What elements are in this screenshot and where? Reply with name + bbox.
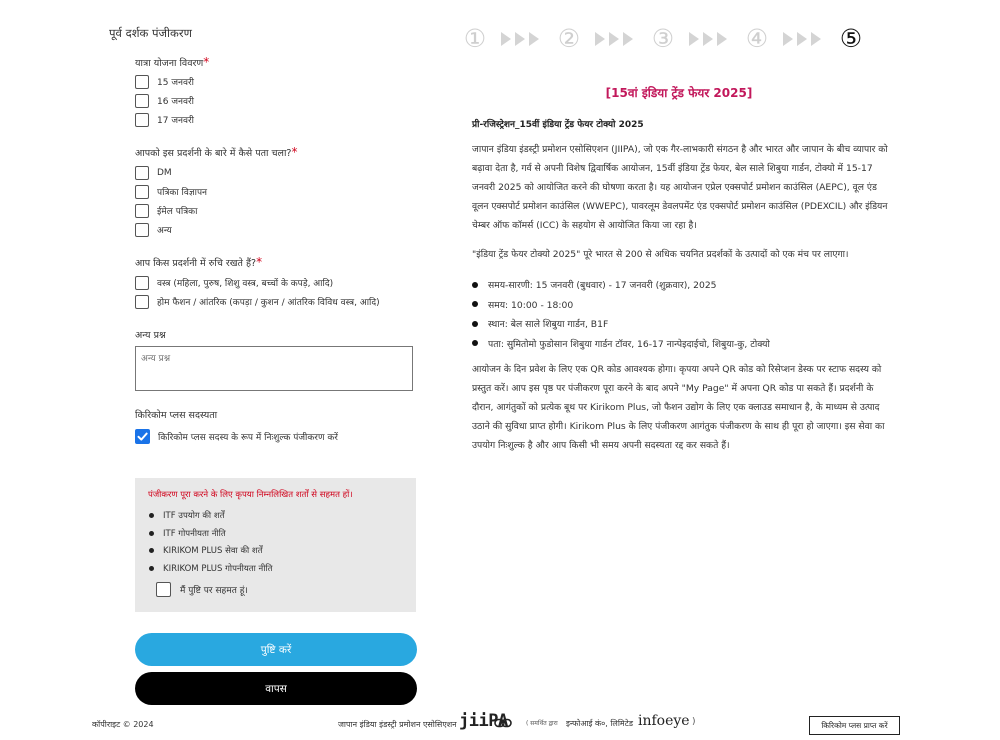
detail-text: समय: 10:00 - 18:00 <box>488 299 574 311</box>
detail-text: स्थान: बेल साले शिबुया गार्डन, B1F <box>488 319 609 331</box>
source-option-other[interactable] <box>135 220 207 239</box>
step-1: ① <box>463 24 487 53</box>
bullet-dot-icon <box>149 566 154 571</box>
interest-option-apparel[interactable] <box>135 273 380 292</box>
terms-item[interactable] <box>149 525 272 543</box>
event-exhibitors: "इंडिया ट्रेंड फेयर टोक्यो 2025" पूरे भारत से 200 से अधिक चयनित प्रदर्शकों के उत्पादों को एक मंच पर लाएगा। <box>472 249 849 260</box>
checkbox[interactable] <box>135 276 149 290</box>
pre-registration-heading: प्री-रजिस्ट्रेशन_15वीं इंडिया ट्रेंड फेयर टोक्यो 2025 <box>472 120 644 130</box>
footer-supported-by: ( समर्थित द्वारा <box>526 720 558 727</box>
step-indicator <box>460 24 866 54</box>
option-label: DM <box>157 167 172 178</box>
visit-option-jan17[interactable] <box>135 110 194 129</box>
bullet-dot-icon <box>149 548 154 553</box>
kirikom-plus-button[interactable]: किरिकोम प्लस प्राप्त करें <box>809 716 900 735</box>
terms-item[interactable] <box>149 560 272 578</box>
agree-checkbox[interactable] <box>156 582 171 597</box>
detail-text: पता: सुमितोमो फुडोसान शिबुया गार्डन टॉवर, 16-17 नान्पेइदाईचो, शिबुया-कु, टोक्यो <box>488 338 770 350</box>
bullet-dot-icon <box>472 340 478 346</box>
interest-option-home-fashion[interactable] <box>135 292 380 311</box>
terms-link[interactable]: KIRIKOM PLUS गोपनीयता नीति <box>163 563 273 574</box>
chain-link-icon <box>494 718 512 728</box>
membership-checkbox[interactable] <box>135 429 150 444</box>
event-title: [15वां इंडिया ट्रेंड फेयर 2025] <box>605 86 753 100</box>
option-label: वस्त्र (महिला, पुरुष, शिशु वस्त्र, बच्चों के कपड़े, आदि) <box>157 279 334 289</box>
source-label <box>135 145 297 159</box>
membership-option[interactable] <box>135 427 338 446</box>
membership-checkbox-label: किरिकोम प्लस सदस्य के रूप में निःशुल्क पंजीकरण करें <box>158 433 338 443</box>
source-option-magazine-ad[interactable] <box>135 182 207 201</box>
visit-plan-label <box>135 55 209 69</box>
checkbox[interactable] <box>135 204 149 218</box>
checkbox[interactable] <box>135 94 149 108</box>
terms-link[interactable]: KIRIKOM PLUS सेवा की शर्तें <box>163 546 263 557</box>
terms-list <box>149 507 272 577</box>
checkbox[interactable] <box>135 295 149 309</box>
membership-label: किरिकोम प्लस सदस्यता <box>135 410 218 421</box>
checkbox[interactable] <box>135 75 149 89</box>
event-details <box>472 275 892 353</box>
step-5-active: ⑤ <box>839 24 863 53</box>
visit-option-jan15[interactable] <box>135 72 194 91</box>
checkbox[interactable] <box>135 223 149 237</box>
jiipa-logo: jiiPA <box>459 711 508 731</box>
terms-link[interactable]: ITF गोपनीयता नीति <box>163 528 226 539</box>
interest-label-text: आप किस प्रदर्शनी में रुचि रखते हैं? <box>135 258 257 269</box>
option-label: ईमेल पत्रिका <box>157 207 198 217</box>
detail-schedule <box>472 275 892 295</box>
bullet-dot-icon <box>472 282 478 288</box>
interest-options <box>135 273 380 311</box>
terms-link[interactable]: ITF उपयोग की शर्तें <box>163 511 225 522</box>
terms-agree[interactable] <box>147 582 248 597</box>
step-4: ④ <box>745 24 769 53</box>
terms-item[interactable] <box>149 507 272 525</box>
option-label: 16 जनवरी <box>157 97 195 107</box>
footer-association: जापान इंडिया इंडस्ट्री प्रमोशन एसोसिएशन <box>338 720 457 729</box>
triple-chevron-right-icon <box>490 24 554 54</box>
terms-item[interactable] <box>149 542 272 560</box>
agree-label: मैं पुष्टि पर सहमत हूं। <box>180 586 248 596</box>
detail-text: समय-सारणी: 15 जनवरी (बुधवार) - 17 जनवरी (शुक्रवार), 2025 <box>488 280 717 292</box>
visit-plan-options <box>135 72 194 129</box>
page-title: पूर्व दर्शक पंजीकरण <box>109 26 192 40</box>
detail-address <box>472 334 892 354</box>
option-label: पत्रिका विज्ञापन <box>157 188 208 198</box>
option-label: होम फैशन / आंतरिक (कपड़ा / कुशन / आंतरिक विविध वस्त्र, आदि) <box>157 298 380 308</box>
terms-box <box>135 478 416 612</box>
required-mark: * <box>291 145 298 159</box>
bullet-dot-icon <box>472 301 478 307</box>
source-label-text: आपको इस प्रदर्शनी के बारे में कैसे पता चला? <box>135 148 292 159</box>
required-mark: * <box>256 255 263 269</box>
confirm-button[interactable]: पुष्टि करें <box>135 633 417 666</box>
back-button[interactable]: वापस <box>135 672 417 705</box>
infoeye-logo: infoeye <box>638 713 690 729</box>
step-2: ② <box>557 24 581 53</box>
other-questions-input[interactable] <box>135 346 413 391</box>
visit-plan-label-text: यात्रा योजना विवरण <box>135 58 204 69</box>
footer-paren: ) <box>692 717 696 727</box>
footer-copyright: कॉपीराइट © 2024 <box>92 720 154 729</box>
detail-time <box>472 295 892 315</box>
bullet-dot-icon <box>472 321 478 327</box>
triple-chevron-right-icon <box>772 24 836 54</box>
checkmark-icon <box>137 431 148 442</box>
checkbox[interactable] <box>135 113 149 127</box>
triple-chevron-right-icon <box>678 24 742 54</box>
source-options <box>135 163 207 239</box>
source-option-dm[interactable] <box>135 163 207 182</box>
source-option-email-magazine[interactable] <box>135 201 207 220</box>
visit-option-jan16[interactable] <box>135 91 194 110</box>
triple-chevron-right-icon <box>584 24 648 54</box>
bullet-dot-icon <box>149 513 154 518</box>
checkbox[interactable] <box>135 185 149 199</box>
terms-heading: पंजीकरण पूरा करने के लिए कृपया निम्नलिखित शर्तों से सहमत हों। <box>148 490 353 500</box>
bullet-dot-icon <box>149 531 154 536</box>
required-mark: * <box>203 55 210 69</box>
option-label: 17 जनवरी <box>157 116 195 126</box>
option-label: अन्य <box>157 226 172 236</box>
event-closing: आयोजन के दिन प्रवेश के लिए एक QR कोड आवश्यक होगा। कृपया अपने QR कोड को रिसेप्शन डेस्क पर स्टाफ सदस्य को प्रस्तुत करें। आप इस पृष्ठ पर पंजीकरण पूरा करने के बाद अपने "My Page" में अपना QR कोड पा सकते हैं। प्रदर्शनी के दौरान, आगंतुकों को प्रत्येक बूथ पर Kirikom Plus, जो फैशन उद्योग के लिए एक क्लाउड समाधान है, के माध्यम से उत्पाद उठाने की सुविधा प्राप्त होगी। Kirikom Plus के लिए पंजीकरण आगंतुक पंजीकरण के साथ ही पूरा हो जाएगा। इस सेवा का उपयोग निःशुल्क है और आप किसी भी समय अपनी सदस्यता रद्द कर सकते हैं। <box>472 364 885 451</box>
checkbox[interactable] <box>135 166 149 180</box>
detail-venue <box>472 314 892 334</box>
footer-infoco: इन्फोआई कं०, लिमिटेड <box>566 719 634 728</box>
interest-label <box>135 255 262 269</box>
other-questions-label: अन्य प्रश्न <box>135 330 166 341</box>
event-intro: जापान इंडिया इंडस्ट्री प्रमोशन एसोसिएशन (JIIPA), जो एक गैर-लाभकारी संगठन है और भारत और जापान के बीच व्यापार को बढ़ावा देता है, गर्व से अपनी विशेष द्विवार्षिक आयोजन, 15वीं इंडिया ट्रेंड फेयर, बेल साले शिबुया गार्डन, टोक्यो में 15-17 जनवरी 2025 को आयोजित करने की घोषणा करता है। यह आयोजन एप्रेल एक्सपोर्ट प्रमोशन काउंसिल (AEPC), वूल एंड वूलन एक्सपोर्ट प्रमोशन काउंसिल (WWEPC), पावरलूम डेवलपमेंट एंड एक्सपोर्ट प्रमोशन काउंसिल (PDEXCIL) और इंडियन चेम्बर ऑफ कॉमर्स (ICC) के सहयोग से आयोजित किया जा रहा है। <box>472 144 888 231</box>
option-label: 15 जनवरी <box>157 78 195 88</box>
step-3: ③ <box>651 24 675 53</box>
